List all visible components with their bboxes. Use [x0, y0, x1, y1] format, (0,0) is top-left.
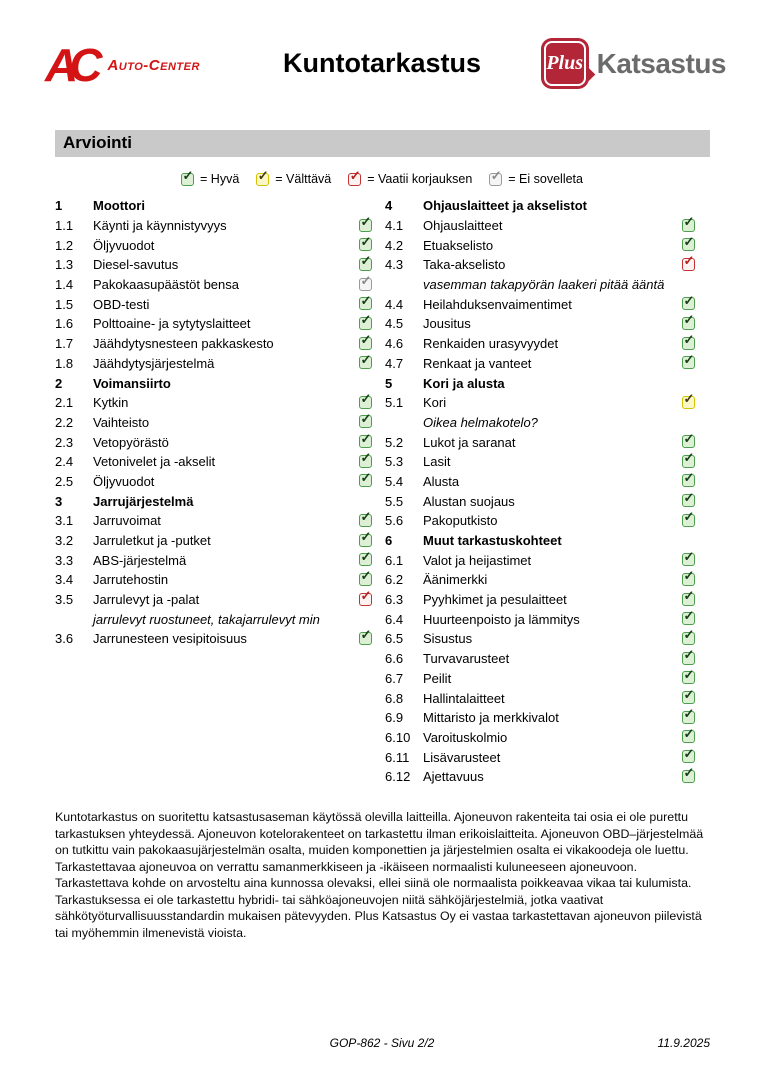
- item-number: 6.6: [385, 651, 404, 667]
- checkbox-good-icon: ✓: [359, 396, 372, 409]
- inspection-checklist: [55, 196, 695, 787]
- checklist-row-1.6: [55, 314, 372, 334]
- item-number: 1.4: [55, 277, 74, 293]
- item-number: 6.10: [385, 729, 411, 745]
- item-number: 6.8: [385, 690, 404, 706]
- item-label: Diesel-savutus: [93, 257, 179, 273]
- checklist-row-6.8: [385, 688, 695, 708]
- checklist-column-left: [55, 196, 372, 787]
- item-number: 4.3: [385, 257, 404, 273]
- checkbox-good-icon: ✓: [359, 219, 372, 232]
- item-note: jarrulevyt ruostuneet, takajarrulevyt min: [93, 611, 320, 627]
- item-label: Kori: [423, 395, 447, 411]
- item-number: 4.5: [385, 316, 404, 332]
- footer-date: 11.9.2025: [657, 1036, 710, 1050]
- item-number: 3.5: [55, 592, 74, 608]
- checklist-note-row: [385, 275, 695, 295]
- item-number: 6: [385, 533, 393, 549]
- checkbox-good-icon: ✓: [682, 435, 695, 448]
- item-label: Jarrutehostin: [93, 572, 169, 588]
- item-number: 2.2: [55, 414, 74, 430]
- item-label: Peilit: [423, 670, 452, 686]
- item-label: Jarrulevyt ja -palat: [93, 592, 200, 608]
- checkbox-good-icon: ✓: [359, 415, 372, 428]
- item-label: Pakokaasupäästöt bensa: [93, 277, 239, 293]
- checklist-row-5.6: [385, 511, 695, 531]
- item-label: Jarrunesteen vesipitoisuus: [93, 631, 247, 647]
- checklist-row-4.6: [385, 334, 695, 354]
- checklist-row-6.6: [385, 649, 695, 669]
- checkbox-na-icon: ✓: [489, 173, 502, 186]
- item-note: vasemman takapyörän laakeri pitää ääntä: [423, 277, 665, 293]
- checklist-row-3.5: [55, 590, 372, 610]
- legend-item-good: [181, 168, 240, 186]
- item-label: Jarruletkut ja -putket: [93, 533, 211, 549]
- item-label: Käynti ja käynnistyvyys: [93, 218, 227, 234]
- item-number: 5.1: [385, 395, 404, 411]
- item-number: 6.12: [385, 769, 411, 785]
- item-number: 3.6: [55, 631, 74, 647]
- checklist-row-5.1: [385, 393, 695, 413]
- item-label: Äänimerkki: [423, 572, 488, 588]
- checkbox-good-icon: ✓: [359, 238, 372, 251]
- checkbox-good-icon: ✓: [682, 612, 695, 625]
- item-label: Vaihteisto: [93, 414, 150, 430]
- item-label: Taka-akselisto: [423, 257, 506, 273]
- item-label: Renkaat ja vanteet: [423, 355, 532, 371]
- item-number: 6.5: [385, 631, 404, 647]
- checkbox-good-icon: ✓: [359, 337, 372, 350]
- item-number: 4.4: [385, 296, 404, 312]
- checklist-row-6.3: [385, 590, 695, 610]
- checkbox-good-icon: ✓: [682, 474, 695, 487]
- checkbox-good-icon: ✓: [682, 573, 695, 586]
- page-title: Kuntotarkastus: [282, 48, 482, 78]
- item-number: 6.1: [385, 552, 404, 568]
- item-label: Vetopyörästö: [93, 434, 169, 450]
- checkbox-good-icon: ✓: [359, 474, 372, 487]
- checkbox-good-icon: ✓: [682, 730, 695, 743]
- checklist-row-5.4: [385, 469, 695, 492]
- checkbox-fair-icon: ✓: [682, 396, 695, 409]
- item-label: OBD-testi: [93, 296, 150, 312]
- checklist-row-2.5: [55, 469, 372, 492]
- checkbox-good-icon: ✓: [682, 297, 695, 310]
- item-note: Oikea helmakotelo?: [423, 414, 538, 430]
- checklist-row-1.7: [55, 334, 372, 354]
- section-header-arviointi: Arviointi: [55, 130, 710, 157]
- item-label: ABS-järjestelmä: [93, 552, 187, 568]
- item-number: 1.5: [55, 296, 74, 312]
- checkbox-good-icon: ✓: [682, 711, 695, 724]
- checkbox-good-icon: ✓: [682, 553, 695, 566]
- checkbox-good-icon: ✓: [359, 534, 372, 547]
- checkbox-good-icon: ✓: [359, 573, 372, 586]
- checkbox-good-icon: ✓: [359, 258, 372, 271]
- item-number: 3.1: [55, 513, 74, 529]
- checkbox-good-icon: ✓: [682, 632, 695, 645]
- checklist-row-4.7: [385, 351, 695, 374]
- katsastus-text: Katsastus: [596, 47, 726, 79]
- checkbox-good-icon: ✓: [359, 455, 372, 468]
- checklist-row-4.5: [385, 314, 695, 334]
- checklist-row-6.12: [385, 767, 695, 787]
- checkbox-good-icon: ✓: [682, 652, 695, 665]
- item-label: Hallintalaitteet: [423, 690, 505, 706]
- item-number: 3.3: [55, 552, 74, 568]
- legend-label: = Ei sovelleta: [508, 172, 583, 186]
- section-title: Kori ja alusta: [423, 375, 505, 391]
- checklist-note-row: [385, 413, 695, 433]
- checklist-row-4.1: [385, 216, 695, 236]
- checkbox-fair-icon: ✓: [256, 173, 269, 186]
- checklist-column-right: [385, 196, 695, 787]
- checklist-row-4: [385, 196, 695, 216]
- section-title: Voimansiirto: [93, 375, 171, 391]
- item-number: 5.6: [385, 513, 404, 529]
- item-label: Alusta: [423, 473, 460, 489]
- item-number: 6.11: [385, 749, 410, 765]
- legend-item-repair: [348, 168, 473, 186]
- item-number: 2.5: [55, 473, 74, 489]
- plus-badge-icon: [541, 38, 589, 89]
- checklist-row-6.5: [385, 629, 695, 649]
- checkbox-good-icon: ✓: [682, 219, 695, 232]
- item-label: Öljyvuodot: [93, 473, 155, 489]
- checkbox-good-icon: ✓: [682, 691, 695, 704]
- legend-item-na: [489, 168, 583, 186]
- checklist-row-6.1: [385, 550, 695, 570]
- checkbox-good-icon: ✓: [682, 593, 695, 606]
- checkbox-good-icon: ✓: [682, 337, 695, 350]
- checkbox-good-icon: ✓: [682, 770, 695, 783]
- item-number: 5.4: [385, 473, 404, 489]
- checklist-row-3.4: [55, 570, 372, 590]
- checkbox-good-icon: ✓: [359, 297, 372, 310]
- checkbox-good-icon: ✓: [359, 553, 372, 566]
- checklist-row-5.5: [385, 491, 695, 511]
- checklist-row-3: [55, 491, 372, 511]
- item-label: Pakoputkisto: [423, 513, 498, 529]
- item-label: Etuakselisto: [423, 237, 494, 253]
- item-label: Kytkin: [93, 395, 129, 411]
- checklist-row-6.11: [385, 747, 695, 767]
- item-number: 2: [55, 375, 63, 391]
- checkbox-good-icon: ✓: [181, 173, 194, 186]
- item-number: 5: [385, 375, 393, 391]
- checklist-note-row: [55, 609, 372, 629]
- checklist-row-6.2: [385, 570, 695, 590]
- item-label: Pyyhkimet ja pesulaitteet: [423, 592, 567, 608]
- item-number: 5.2: [385, 434, 404, 450]
- item-number: 4.2: [385, 237, 404, 253]
- checklist-row-3.1: [55, 511, 372, 531]
- item-label: Heilahduksenvaimentimet: [423, 296, 572, 312]
- plus-katsastus-logo: [541, 38, 726, 89]
- item-number: 2.4: [55, 454, 74, 470]
- checklist-row-2.2: [55, 410, 372, 433]
- item-number: 1.2: [55, 237, 74, 253]
- checkbox-good-icon: ✓: [682, 317, 695, 330]
- item-number: 4.7: [385, 355, 404, 371]
- item-number: 1.7: [55, 336, 74, 352]
- plus-badge-text: Plus: [544, 41, 586, 86]
- checklist-row-2: [55, 373, 372, 393]
- ac-logo-mark-icon: AC: [45, 39, 94, 91]
- item-number: 4: [385, 198, 393, 214]
- item-number: 1.1: [55, 218, 74, 234]
- item-number: 1.8: [55, 355, 74, 371]
- checklist-row-4.4: [385, 294, 695, 314]
- item-label: Jousitus: [423, 316, 471, 332]
- item-number: 5.5: [385, 493, 404, 509]
- checklist-row-3.2: [55, 531, 372, 551]
- item-label: Valot ja heijastimet: [423, 552, 532, 568]
- item-number: 6.4: [385, 611, 404, 627]
- item-label: Varoituskolmio: [423, 729, 508, 745]
- checklist-row-1: [55, 196, 372, 216]
- checkbox-good-icon: ✓: [682, 514, 695, 527]
- item-number: 6.7: [385, 670, 404, 686]
- checklist-row-1.2: [55, 235, 372, 255]
- item-label: Sisustus: [423, 631, 473, 647]
- item-label: Jäähdytysjärjestelmä: [93, 355, 215, 371]
- section-title: Muut tarkastuskohteet: [423, 533, 562, 549]
- item-label: Mittaristo ja merkkivalot: [423, 710, 559, 726]
- checkbox-good-icon: ✓: [359, 435, 372, 448]
- checklist-row-2.3: [55, 432, 372, 452]
- item-label: Lukot ja saranat: [423, 434, 516, 450]
- checklist-row-1.5: [55, 294, 372, 314]
- item-label: Renkaiden urasyvyydet: [423, 336, 559, 352]
- item-number: 2.1: [55, 395, 74, 411]
- checkbox-good-icon: ✓: [359, 632, 372, 645]
- item-number: 6.2: [385, 572, 404, 588]
- footer-page-info: GOP-862 - Sivu 2/2: [329, 1036, 435, 1050]
- item-number: 2.3: [55, 434, 74, 450]
- checklist-row-1.4: [55, 275, 372, 295]
- item-number: 3.2: [55, 533, 74, 549]
- checklist-row-3.3: [55, 550, 372, 570]
- checkbox-good-icon: ✓: [682, 671, 695, 684]
- item-number: 6.3: [385, 592, 404, 608]
- checklist-row-5.3: [385, 452, 695, 472]
- item-number: 4.6: [385, 336, 404, 352]
- item-label: Polttoaine- ja sytytyslaitteet: [93, 316, 251, 332]
- item-number: 1.6: [55, 316, 74, 332]
- item-number: 1.3: [55, 257, 74, 273]
- checklist-row-1.3: [55, 255, 372, 275]
- item-label: Lasit: [423, 454, 451, 470]
- checklist-row-6.7: [385, 666, 695, 689]
- checklist-row-4.3: [385, 255, 695, 275]
- item-number: 4.1: [385, 218, 404, 234]
- checklist-row-2.4: [55, 452, 372, 472]
- item-number: 1: [55, 198, 63, 214]
- checkbox-repair-icon: ✓: [682, 258, 695, 271]
- item-label: Jarruvoimat: [93, 513, 161, 529]
- item-label: Ajettavuus: [423, 769, 484, 785]
- legend-item-fair: [256, 168, 332, 186]
- legend-label: = Hyvä: [200, 172, 240, 186]
- checkbox-good-icon: ✓: [682, 750, 695, 763]
- legend-label: = Vaatii korjauksen: [367, 172, 473, 186]
- item-label: Huurteenpoisto ja lämmitys: [423, 611, 580, 627]
- item-number: 6.9: [385, 710, 404, 726]
- item-label: Öljyvuodot: [93, 237, 155, 253]
- checklist-row-1.8: [55, 351, 372, 374]
- checklist-row-5: [385, 373, 695, 393]
- checkbox-good-icon: ✓: [682, 356, 695, 369]
- checklist-row-6.10: [385, 725, 695, 748]
- checkbox-na-icon: ✓: [359, 278, 372, 291]
- checkbox-good-icon: ✓: [682, 455, 695, 468]
- status-legend: [0, 169, 764, 189]
- item-label: Vetonivelet ja -akselit: [93, 454, 216, 470]
- section-title: Jarrujärjestelmä: [93, 493, 194, 509]
- disclaimer-text: Kuntotarkastus on suoritettu katsastusaseman käytössä olevilla laitteilla. Ajoneuvon rakenteita tai osia ei ole purettu tarkastuksen yhteydessä. Ajoneuvon kotelorakenteet on tarkastettu ilman erikoislaitteita. Ajoneuvon OBD–järjestelmää on tutkittu vain pakokaasujärjestelmän osalta, muiden komponettien ja järjestelmien osalta ei vikakoodeja ole luettu. Tarkastettavaa ajoneuvoa on verrattu samanmerkkiseen ja -ikäiseen normaalisti kuluneeseen ajoneuvoon. Tarkastettava kohde on arvosteltu aina kunnossa olevaksi, ellei siinä ole normaalista poikkeavaa vikaa tai kulumista. Tarkastuksessa ei ole tarkastettu hybridi- tai sähköajoneuvojen niitä sähköjärjestelmiä, jotka vaativat sähkötyöturvallisuusstandardin mukaisen pätevyyden. Plus Katsastus Oy ei vastaa tarkastettavan ajoneuvon piilevistä tai myöhemmin ilmenevistä vioista.: [55, 810, 704, 940]
- checklist-row-3.6: [55, 629, 372, 649]
- checkbox-repair-icon: ✓: [359, 593, 372, 606]
- section-title: Moottori: [93, 198, 145, 214]
- checkbox-good-icon: ✓: [682, 494, 695, 507]
- checklist-row-6: [385, 531, 695, 551]
- legend-label: = Välttävä: [275, 172, 332, 186]
- checklist-row-6.4: [385, 609, 695, 629]
- item-number: 3: [55, 493, 63, 509]
- ac-logo-text: Auto-Center: [107, 57, 200, 75]
- item-label: Turvavarusteet: [423, 651, 510, 667]
- checklist-row-1.1: [55, 216, 372, 236]
- checklist-row-6.9: [385, 708, 695, 728]
- checkbox-repair-icon: ✓: [348, 173, 361, 186]
- item-label: Jäähdytysnesteen pakkaskesto: [93, 336, 274, 352]
- item-label: Ohjauslaitteet: [423, 218, 503, 234]
- checklist-row-4.2: [385, 235, 695, 255]
- checklist-row-2.1: [55, 393, 372, 413]
- checkbox-good-icon: ✓: [359, 317, 372, 330]
- checkbox-good-icon: ✓: [359, 356, 372, 369]
- item-number: 5.3: [385, 454, 404, 470]
- item-label: Lisävarusteet: [423, 749, 501, 765]
- item-label: Alustan suojaus: [423, 493, 515, 509]
- checklist-row-5.2: [385, 432, 695, 452]
- item-number: 3.4: [55, 572, 74, 588]
- section-title: Ohjauslaitteet ja akselistot: [423, 198, 588, 214]
- checkbox-good-icon: ✓: [359, 514, 372, 527]
- checkbox-good-icon: ✓: [682, 238, 695, 251]
